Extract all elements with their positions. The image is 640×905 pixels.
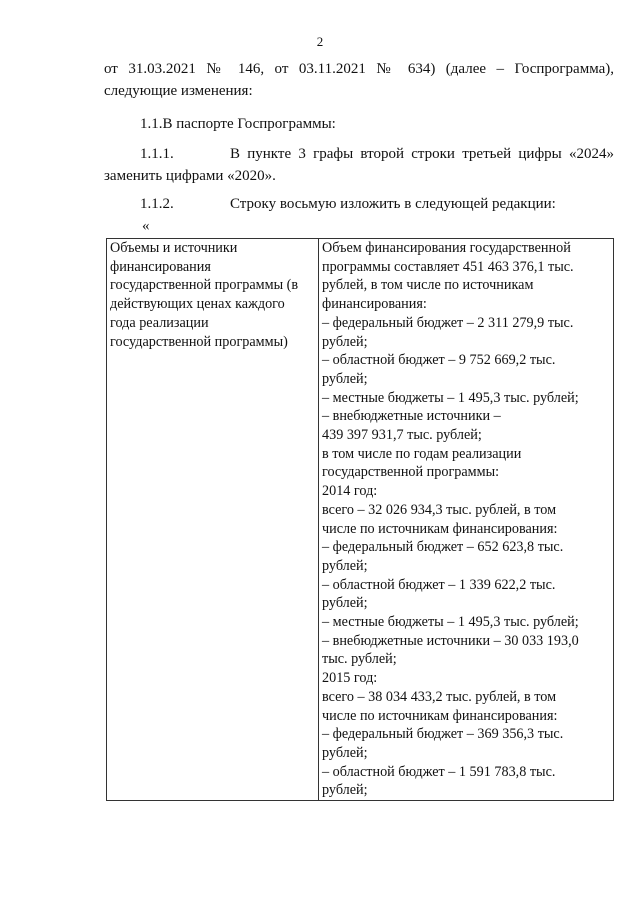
left-cell-line: Объемы и источники [110, 240, 238, 256]
item-1-1-1-continuation: заменить цифрами «2020». [104, 168, 276, 184]
item-1-1-1-text: В пункте 3 графы второй строки третьей цифры «2024» [230, 146, 614, 162]
right-cell-line: – внебюджетные источники – [322, 408, 501, 425]
right-cell-line: – местные бюджеты – 1 495,3 тыс. рублей; [322, 389, 579, 406]
opening-quote-mark: « [142, 218, 150, 234]
right-cell-line: – внебюджетные источники – 30 033 193,0 [322, 632, 579, 649]
table-left-cell [107, 239, 319, 801]
right-cell-line: всего – 32 026 934,3 тыс. рублей, в том [322, 501, 557, 518]
item-1-1-1 [140, 143, 614, 165]
left-cell-line: финансирования [110, 258, 211, 275]
right-cell-line: рублей; [322, 370, 368, 387]
item-1-1-2-text: Строку восьмую изложить в следующей редакции: [230, 196, 556, 212]
right-cell-line: рублей; [322, 782, 368, 799]
right-cell-line: рублей; [322, 333, 368, 350]
left-cell-line: государственной программы (в [110, 277, 299, 294]
item-1-1: 1.1.В паспорте Госпрограммы: [140, 116, 336, 132]
right-cell-line: рублей; [322, 557, 368, 574]
left-cell-line: государственной программы) [110, 333, 288, 350]
right-cell-line: – федеральный бюджет – 2 311 279,9 тыс. [322, 314, 574, 331]
right-cell-line: – областной бюджет – 1 339 622,2 тыс. [322, 576, 556, 593]
right-cell-line: – федеральный бюджет – 652 623,8 тыс. [322, 539, 564, 556]
intro-line-2: следующие изменения: [104, 83, 253, 99]
left-cell-line: года реализации [110, 314, 209, 331]
table-right-cell [319, 239, 614, 801]
right-cell-line: 439 397 931,7 тыс. рублей; [322, 427, 482, 444]
item-1-1-2-number: 1.1.2. [140, 196, 174, 212]
right-cell-line: программы составляет 451 463 376,1 тыс. [322, 258, 574, 275]
right-cell-line: в том числе по годам реализации [322, 445, 522, 462]
right-cell-line: рублей, в том числе по источникам [322, 277, 534, 294]
right-cell-line: Объем финансирования государственной [322, 240, 571, 256]
right-cell-line: числе по источникам финансирования: [322, 520, 558, 537]
page-number: 2 [316, 34, 324, 49]
right-cell-line: 2015 год: [322, 670, 378, 687]
right-cell-line: тыс. рублей; [322, 651, 397, 668]
item-1-1-2 [140, 193, 614, 215]
right-cell-line: рублей; [322, 595, 368, 612]
right-cell-line: государственной программы: [322, 464, 500, 481]
right-cell-line: финансирования: [322, 296, 427, 313]
right-cell-line: – областной бюджет – 1 591 783,8 тыс. [322, 763, 556, 780]
right-cell-line: – федеральный бюджет – 369 356,3 тыс. [322, 726, 564, 743]
passport-table [106, 238, 614, 801]
right-cell-line: всего – 38 034 433,2 тыс. рублей, в том [322, 688, 557, 705]
right-cell-line: рублей; [322, 744, 368, 761]
right-cell-line: 2014 год: [322, 483, 378, 500]
item-1-1-1-number: 1.1.1. [140, 146, 174, 162]
right-cell-line: – местные бюджеты – 1 495,3 тыс. рублей; [322, 614, 579, 631]
table-row [107, 239, 614, 801]
left-cell-line: действующих ценах каждого [110, 296, 285, 313]
right-cell-line: числе по источникам финансирования: [322, 707, 558, 724]
right-cell-line: – областной бюджет – 9 752 669,2 тыс. [322, 352, 556, 369]
intro-line-1: от 31.03.2021 № 146, от 03.11.2021 № 634) (далее – Госпрограмма), [104, 61, 614, 77]
